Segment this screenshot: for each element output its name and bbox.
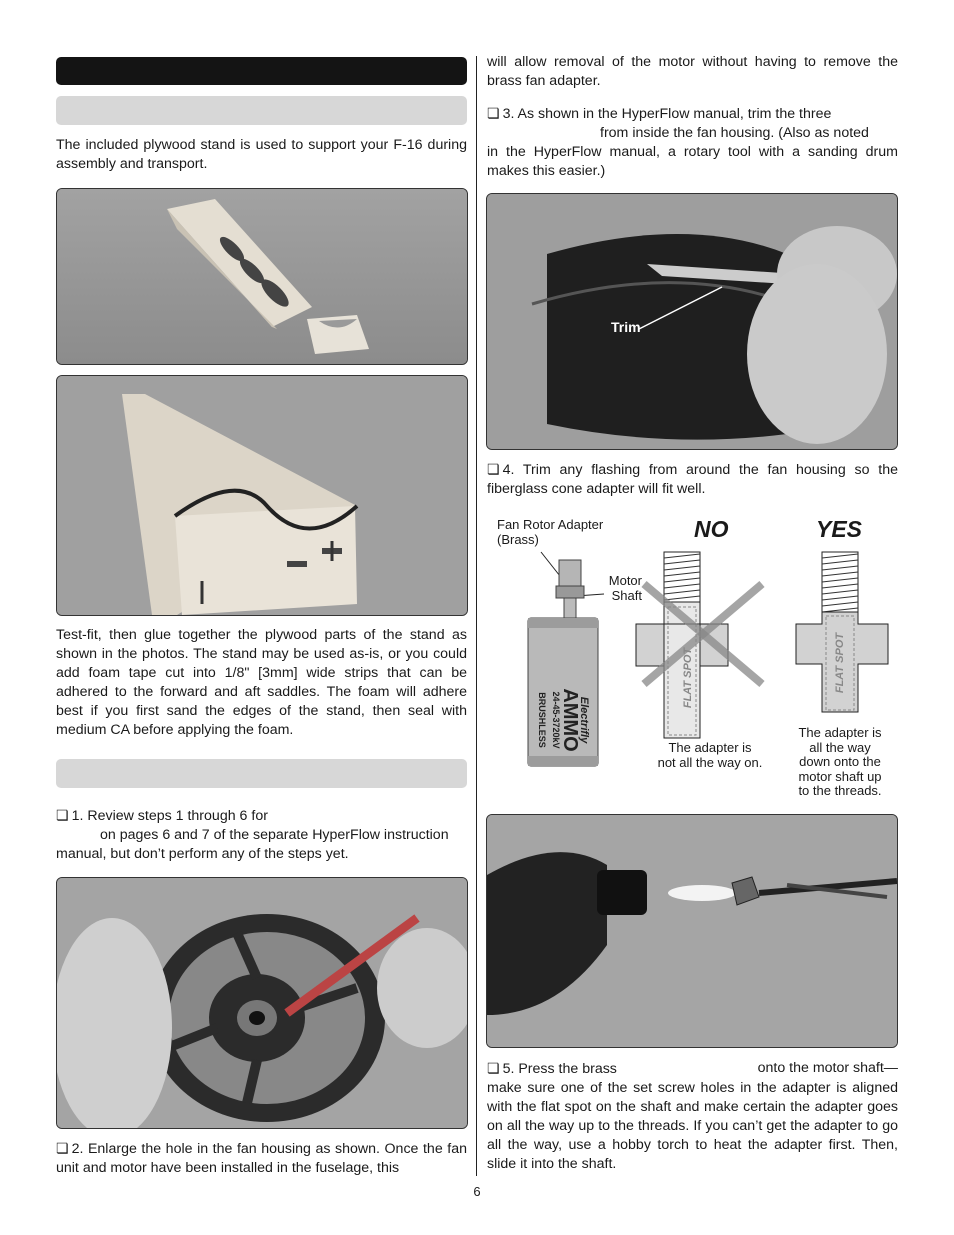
yes-caption-5: to the threads.	[798, 783, 882, 798]
motor-brand: Electrifly	[578, 696, 590, 744]
adapter-label-1: Fan Rotor Adapter	[497, 517, 604, 532]
fan-housing-photo	[56, 877, 468, 1129]
step-2-text: 2. Enlarge the hole in the fan housing as shown. Once the fan unit and motor have been installed in the fuselage, this	[56, 1141, 467, 1176]
stand-parts-photo	[56, 188, 468, 365]
yes-caption-1: The adapter is	[798, 725, 882, 740]
motor-spec-1: 24-45-3720kV	[551, 691, 561, 749]
flat-spot-label-yes: FLAT SPOT	[834, 632, 846, 694]
trim-photo	[486, 193, 898, 450]
checkbox-step-1[interactable]: ❏	[56, 807, 69, 823]
intro-paragraph: The included plywood stand is used to support your F-16 during assembly and transport.	[56, 137, 467, 172]
step-3-rest: in the HyperFlow manual, a rotary tool with a sanding drum makes this easier.)	[487, 144, 898, 179]
section-header-bar	[56, 57, 467, 85]
yes-caption-2: all the way	[809, 739, 871, 755]
stand-paragraph: Test-fit, then glue together the plywood parts of the stand as shown in the photos. The stand may be used as-is, or you could add foam tape cut into 1/8" [3mm] wide strips that can be adhered to the forward and aft saddles. The foam will adhere best if you first sand the edges of the stand, then seal with medium CA before applying the foam.	[56, 627, 467, 738]
no-caption-2: not all the way on.	[657, 754, 763, 770]
trim-label: Trim	[611, 319, 641, 335]
torch-photo	[486, 814, 898, 1048]
checkbox-step-3[interactable]: ❏	[487, 105, 500, 121]
subheading-bar-2	[56, 759, 467, 788]
checkbox-step-5[interactable]: ❏	[487, 1060, 500, 1076]
step-4	[487, 460, 898, 499]
motor-name: AMMO	[559, 688, 581, 752]
flat-spot-label-no: FLAT SPOT	[682, 647, 694, 709]
step-2	[56, 1139, 467, 1178]
no-heading: NO	[694, 516, 729, 542]
step-5-line-1b: onto the motor shaft—	[757, 1060, 898, 1076]
no-caption-1: The adapter is	[668, 740, 752, 755]
step-1-line-1: 1. Review steps 1 through 6 for	[71, 808, 268, 824]
step-1-line-3: manual, but don’t perform any of the steps yet.	[56, 846, 349, 862]
checkbox-step-2[interactable]: ❏	[56, 1140, 69, 1156]
step-4-text: 4. Trim any flashing from around the fan housing so the fiberglass cone adapter will fit well.	[487, 462, 898, 497]
step-1	[56, 806, 467, 864]
adapter-label-2: (Brass)	[497, 531, 539, 547]
subheading-bar-1	[56, 96, 467, 125]
step-5	[487, 1059, 898, 1174]
column-divider	[476, 56, 477, 1176]
step-3	[487, 104, 898, 181]
step-2-continued: will allow removal of the motor without having to remove the brass fan adapter.	[487, 54, 898, 89]
motor-label-2: Shaft	[611, 587, 642, 603]
step-1-line-2: on pages 6 and 7 of the separate HyperFlow instruction	[100, 827, 449, 843]
assembled-stand-photo	[56, 375, 468, 616]
yes-caption-3: down onto the	[799, 754, 881, 769]
page-number: 6	[473, 1184, 481, 1199]
step-5-line-1a: 5. Press the brass	[502, 1061, 617, 1077]
step-3-line-2: from inside the fan housing. (Also as noted	[600, 125, 869, 141]
adapter-diagram	[486, 512, 898, 802]
checkbox-step-4[interactable]: ❏	[487, 461, 500, 477]
step-5-rest: make sure one of the set screw holes in the adapter is aligned with the flat spot on the shaft and make certain the adapter goes on all the way up to the threads. If you can’t get the adapter to go all the way, use a hobby torch to heat the adapter first. Then, slide it into the shaft.	[487, 1080, 898, 1172]
yes-heading: YES	[816, 516, 863, 542]
yes-caption-4: motor shaft up	[798, 768, 882, 784]
step-3-line-1: 3. As shown in the HyperFlow manual, trim the three	[502, 106, 832, 122]
motor-spec-2: BRUSHLESS	[537, 692, 547, 748]
motor-label-1: Motor	[608, 573, 642, 588]
